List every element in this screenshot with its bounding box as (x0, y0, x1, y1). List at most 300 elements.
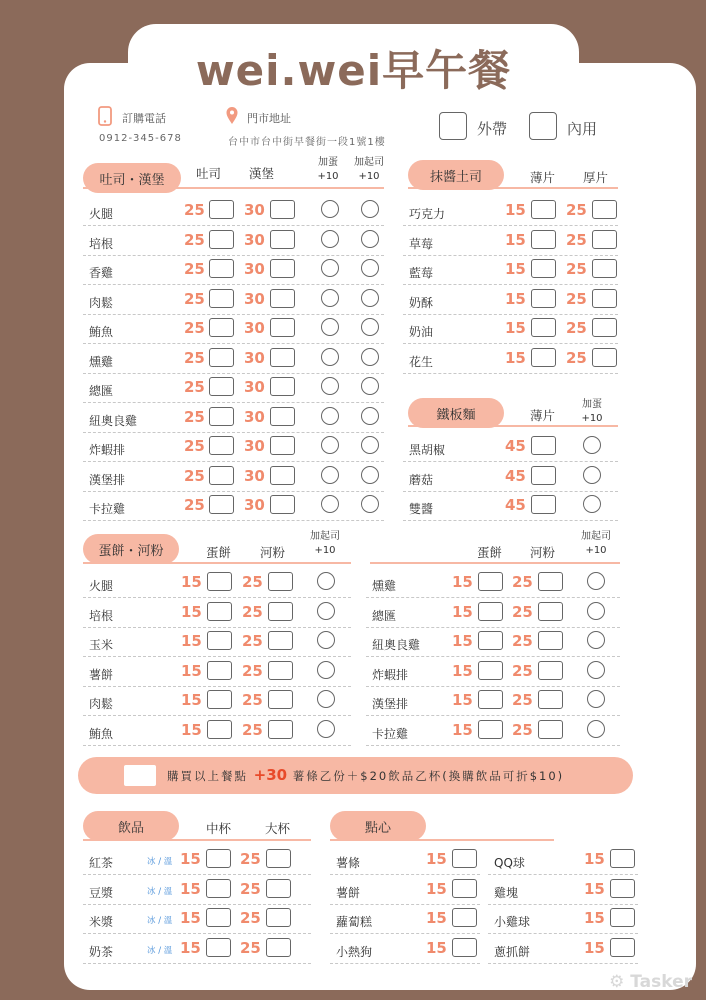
list-item (366, 628, 620, 657)
addon-radio[interactable] (317, 602, 335, 620)
addon-radio[interactable] (361, 318, 379, 336)
order-checkbox[interactable] (610, 879, 635, 898)
promo-checkbox[interactable] (124, 765, 156, 786)
order-checkbox[interactable] (268, 720, 293, 739)
order-checkbox[interactable] (270, 495, 295, 514)
item-name: 燻雞 (89, 354, 114, 369)
order-checkbox[interactable] (268, 631, 293, 650)
order-checkbox[interactable] (209, 407, 234, 426)
addon-radio[interactable] (321, 259, 339, 277)
price: 25 (242, 691, 263, 709)
item-name: QQ球 (494, 856, 525, 870)
addon-radio[interactable] (321, 289, 339, 307)
addon-radio[interactable] (361, 200, 379, 218)
order-checkbox[interactable] (592, 230, 617, 249)
addon-radio[interactable] (317, 572, 335, 590)
order-checkbox[interactable] (266, 849, 291, 868)
price: 45 (505, 496, 526, 514)
col-burger: 漢堡 (249, 166, 275, 181)
price: 25 (566, 319, 587, 337)
price: 30 (244, 466, 265, 485)
addon-radio[interactable] (583, 495, 601, 513)
list-item (403, 286, 618, 315)
addon-radio[interactable] (587, 602, 605, 620)
order-checkbox[interactable] (531, 289, 556, 308)
list-item (83, 227, 384, 256)
col-thick: 厚片 (583, 170, 609, 185)
addon-radio[interactable] (361, 495, 379, 513)
item-name: 奶油 (409, 325, 434, 339)
list-item (83, 658, 351, 687)
order-checkbox[interactable] (452, 879, 477, 898)
order-checkbox[interactable] (610, 938, 635, 957)
price: 45 (505, 437, 526, 455)
price: 25 (566, 348, 587, 367)
phone-number: 0912-345-678 (99, 133, 182, 144)
order-checkbox[interactable] (207, 631, 232, 650)
price: 15 (452, 661, 473, 680)
order-checkbox[interactable] (270, 259, 295, 278)
order-checkbox[interactable] (206, 908, 231, 927)
price: 30 (244, 407, 265, 426)
order-checkbox[interactable] (206, 879, 231, 898)
price: 15 (452, 573, 473, 591)
addon-radio[interactable] (587, 720, 605, 738)
item-name: 花生 (409, 354, 434, 369)
order-checkbox[interactable] (531, 230, 556, 249)
order-checkbox[interactable] (209, 436, 234, 455)
order-checkbox[interactable] (266, 938, 291, 957)
addon-radio[interactable] (587, 631, 605, 649)
price: 15 (584, 850, 605, 868)
item-name: 蘑菇 (409, 472, 434, 487)
item-name: 米漿 (89, 915, 114, 929)
price: 25 (184, 437, 205, 455)
addon-radio[interactable] (361, 348, 379, 366)
price: 15 (505, 260, 526, 278)
price: 25 (184, 348, 205, 367)
price: 15 (181, 602, 202, 621)
price: 30 (244, 437, 265, 455)
order-checkbox[interactable] (610, 908, 635, 927)
price: 25 (512, 720, 533, 739)
col-medium-cup: 中杯 (206, 821, 232, 836)
price: 25 (242, 602, 263, 621)
order-checkbox[interactable] (538, 602, 563, 621)
order-checkbox[interactable] (209, 200, 234, 219)
takeout-checkbox[interactable] (439, 112, 467, 140)
section-rule (370, 562, 620, 564)
order-checkbox[interactable] (478, 661, 503, 680)
item-name: 巧克力 (409, 207, 446, 221)
item-name: 漢堡排 (372, 697, 409, 711)
price: 15 (180, 879, 201, 898)
dinein-label: 內用 (567, 120, 598, 138)
item-name: 雙醬 (409, 502, 434, 516)
section-rule (83, 187, 384, 189)
item-name: 卡拉雞 (89, 502, 126, 516)
item-name: 小熱狗 (336, 944, 373, 959)
order-checkbox[interactable] (268, 602, 293, 621)
order-checkbox[interactable] (209, 318, 234, 337)
price: 30 (244, 230, 265, 249)
list-item (403, 433, 618, 462)
price: 15 (180, 850, 201, 868)
item-name: 培根 (89, 608, 114, 623)
price: 25 (184, 378, 205, 396)
price: 15 (426, 850, 447, 868)
order-checkbox[interactable] (206, 849, 231, 868)
item-name: 藍莓 (409, 266, 434, 280)
price: 15 (426, 909, 447, 927)
address-label: 門市地址 (247, 112, 291, 125)
order-checkbox[interactable] (209, 289, 234, 308)
price: 25 (184, 230, 205, 249)
order-checkbox[interactable] (531, 318, 556, 337)
price: 15 (181, 691, 202, 709)
list-item (403, 197, 618, 226)
list-item (83, 628, 351, 657)
addon-radio[interactable] (317, 690, 335, 708)
list-item (330, 905, 480, 934)
price: 25 (512, 632, 533, 650)
addon-radio[interactable] (321, 200, 339, 218)
price: 25 (240, 850, 261, 868)
item-name: 玉米 (89, 638, 114, 652)
order-checkbox[interactable] (207, 602, 232, 621)
order-checkbox[interactable] (209, 348, 234, 367)
price: 25 (242, 632, 263, 650)
addon-radio[interactable] (587, 690, 605, 708)
addon-radio[interactable] (321, 495, 339, 513)
addon-radio[interactable] (321, 436, 339, 454)
addon-radio[interactable] (321, 318, 339, 336)
list-item (83, 404, 384, 433)
order-checkbox[interactable] (270, 200, 295, 219)
list-item (403, 227, 618, 256)
order-checkbox[interactable] (478, 690, 503, 709)
list-item (83, 569, 351, 598)
temp-note: 冰 / 溫 (147, 945, 173, 956)
addon-radio[interactable] (361, 377, 379, 395)
price: 25 (242, 661, 263, 680)
item-name: 蔥抓餅 (494, 944, 531, 959)
price: 25 (242, 573, 263, 591)
order-checkbox[interactable] (592, 289, 617, 308)
list-item (83, 935, 311, 964)
order-checkbox[interactable] (207, 690, 232, 709)
col-add-egg: 加蛋 +10 (317, 157, 339, 182)
order-checkbox[interactable] (270, 407, 295, 426)
order-checkbox[interactable] (538, 572, 563, 591)
price: 25 (240, 879, 261, 898)
order-checkbox[interactable] (268, 661, 293, 680)
col-add-cheese: 加起司 +10 (354, 157, 384, 182)
temp-note: 冰 / 溫 (147, 857, 173, 867)
store-address: 台中市台中街早餐街一段1號1樓 (228, 137, 386, 148)
order-checkbox[interactable] (270, 377, 295, 396)
order-checkbox[interactable] (592, 348, 617, 367)
order-checkbox[interactable] (270, 230, 295, 249)
price: 15 (452, 632, 473, 650)
order-checkbox[interactable] (478, 720, 503, 739)
item-name: 雞塊 (494, 885, 519, 900)
addon-radio[interactable] (361, 289, 379, 307)
price: 15 (505, 289, 526, 308)
list-item (403, 256, 618, 285)
list-item (403, 463, 618, 492)
item-name: 炸蝦排 (89, 443, 126, 457)
item-name: 卡拉雞 (372, 726, 409, 741)
addon-radio[interactable] (317, 631, 335, 649)
addon-radio[interactable] (361, 466, 379, 484)
price: 45 (505, 466, 526, 485)
order-checkbox[interactable] (209, 377, 234, 396)
order-checkbox[interactable] (592, 259, 617, 278)
category-snacks: 點心 (330, 811, 426, 841)
price: 15 (452, 720, 473, 739)
order-checkbox[interactable] (531, 466, 556, 485)
order-checkbox[interactable] (270, 436, 295, 455)
item-name: 香雞 (89, 266, 114, 280)
order-checkbox[interactable] (452, 849, 477, 868)
price: 15 (505, 201, 526, 219)
list-item (83, 256, 384, 285)
list-item (83, 374, 384, 403)
price: 15 (180, 938, 201, 957)
temp-note: 冰 / 溫 (147, 916, 173, 926)
order-checkbox[interactable] (207, 720, 232, 739)
location-pin-icon (225, 106, 239, 125)
order-checkbox[interactable] (268, 572, 293, 591)
list-item (488, 876, 638, 905)
order-checkbox[interactable] (531, 259, 556, 278)
order-checkbox[interactable] (478, 631, 503, 650)
order-checkbox[interactable] (538, 631, 563, 650)
price: 25 (184, 319, 205, 337)
order-checkbox[interactable] (270, 466, 295, 485)
order-checkbox[interactable] (538, 661, 563, 680)
col-thin: 薄片 (530, 170, 556, 185)
addon-radio[interactable] (321, 348, 339, 366)
price: 15 (181, 720, 202, 739)
order-checkbox[interactable] (538, 720, 563, 739)
item-name: 肉鬆 (89, 697, 114, 711)
item-name: 紐奧良雞 (372, 638, 421, 652)
promo-text: 購買以上餐點 +30 薯條乙份＋$20飲品乙杯(換購飲品可折$10) (167, 766, 565, 784)
category-spread-toast: 抹醬土司 (408, 160, 504, 190)
list-item (83, 846, 311, 875)
price: 30 (244, 260, 265, 278)
addon-radio[interactable] (361, 436, 379, 454)
order-checkbox[interactable] (610, 849, 635, 868)
order-checkbox[interactable] (209, 230, 234, 249)
addon-radio[interactable] (587, 572, 605, 590)
price: 25 (566, 201, 587, 219)
item-name: 豆漿 (89, 885, 114, 900)
addon-radio[interactable] (321, 230, 339, 248)
price: 25 (242, 720, 263, 739)
item-name: 紅茶 (89, 856, 114, 870)
price: 25 (566, 289, 587, 308)
price: 15 (505, 348, 526, 367)
item-name: 鮪魚 (89, 325, 114, 339)
price: 15 (426, 879, 447, 898)
order-checkbox[interactable] (538, 690, 563, 709)
order-checkbox[interactable] (266, 908, 291, 927)
item-name: 草莓 (409, 236, 434, 251)
category-crepe-noodle: 蛋餅・河粉 (83, 534, 179, 564)
list-item (83, 197, 384, 226)
order-checkbox[interactable] (270, 318, 295, 337)
brand-watermark: ⚙ Tasker (609, 972, 692, 992)
addon-radio[interactable] (361, 259, 379, 277)
col-crepe: 蛋餅 (206, 545, 232, 560)
list-item (403, 345, 618, 374)
col-crepe-cheese-right: 加起司 +10 (581, 531, 611, 556)
item-name: 薯餅 (336, 885, 361, 900)
order-checkbox[interactable] (592, 318, 617, 337)
order-checkbox[interactable] (478, 602, 503, 621)
item-name: 總匯 (372, 608, 397, 623)
price: 25 (512, 602, 533, 621)
order-checkbox[interactable] (268, 690, 293, 709)
price: 15 (181, 632, 202, 650)
item-name: 鮪魚 (89, 726, 114, 741)
price: 25 (184, 407, 205, 426)
order-checkbox[interactable] (209, 259, 234, 278)
list-item (366, 687, 620, 716)
item-name: 燻雞 (372, 579, 397, 593)
takeout-label: 外帶 (477, 120, 508, 138)
price: 25 (566, 230, 587, 249)
addon-radio[interactable] (317, 720, 335, 738)
price: 15 (505, 230, 526, 249)
price: 15 (584, 938, 605, 957)
order-checkbox[interactable] (209, 495, 234, 514)
list-item (366, 599, 620, 628)
list-item (366, 717, 620, 746)
price: 30 (244, 348, 265, 367)
order-checkbox[interactable] (270, 348, 295, 367)
section-rule (83, 562, 351, 564)
item-name: 小雞球 (494, 915, 531, 929)
price: 25 (240, 909, 261, 927)
order-checkbox[interactable] (592, 200, 617, 219)
order-checkbox[interactable] (207, 661, 232, 680)
list-item (83, 492, 384, 521)
list-item (488, 846, 638, 875)
section-rule (408, 187, 618, 189)
price: 15 (452, 691, 473, 709)
order-checkbox[interactable] (531, 436, 556, 455)
order-checkbox[interactable] (206, 938, 231, 957)
price: 25 (240, 938, 261, 957)
order-checkbox[interactable] (207, 572, 232, 591)
price: 25 (184, 496, 205, 514)
order-checkbox[interactable] (531, 495, 556, 514)
price: 25 (184, 260, 205, 278)
list-item (403, 492, 618, 521)
price: 15 (180, 909, 201, 927)
addon-radio[interactable] (321, 407, 339, 425)
item-name: 火腿 (89, 579, 114, 593)
price: 25 (512, 691, 533, 709)
item-name: 奶茶 (89, 944, 114, 959)
order-checkbox[interactable] (270, 289, 295, 308)
category-iron-noodle: 鐵板麵 (408, 398, 504, 428)
order-checkbox[interactable] (531, 200, 556, 219)
price: 15 (584, 879, 605, 898)
addon-radio[interactable] (321, 466, 339, 484)
item-name: 薯餅 (89, 667, 114, 682)
list-item (83, 463, 384, 492)
dinein-checkbox[interactable] (529, 112, 557, 140)
col-large-cup: 大杯 (265, 821, 291, 836)
price: 15 (181, 573, 202, 591)
item-name: 總匯 (89, 384, 114, 398)
order-checkbox[interactable] (209, 466, 234, 485)
list-item (83, 717, 351, 746)
order-checkbox[interactable] (531, 348, 556, 367)
col-rice-noodle: 河粉 (260, 545, 286, 560)
list-item (488, 905, 638, 934)
list-item (83, 433, 384, 462)
item-name: 紐奧良雞 (89, 413, 138, 428)
list-item (488, 935, 638, 964)
price: 30 (244, 289, 265, 308)
item-name: 肉鬆 (89, 295, 114, 310)
price: 15 (452, 602, 473, 621)
addon-radio[interactable] (587, 661, 605, 679)
addon-radio[interactable] (583, 466, 601, 484)
price: 15 (505, 319, 526, 337)
order-checkbox[interactable] (266, 879, 291, 898)
order-checkbox[interactable] (452, 908, 477, 927)
col-noodle-egg: 加蛋 +10 (581, 399, 603, 424)
price: 25 (184, 466, 205, 485)
order-checkbox[interactable] (452, 938, 477, 957)
col-noodle-thin: 薄片 (530, 408, 556, 423)
item-name: 薯條 (336, 856, 361, 870)
addon-radio[interactable] (361, 407, 379, 425)
section-rule (83, 839, 311, 841)
addon-radio[interactable] (317, 661, 335, 679)
price: 25 (512, 573, 533, 591)
list-item (83, 315, 384, 344)
list-item (83, 905, 311, 934)
addon-radio[interactable] (583, 436, 601, 454)
price: 25 (566, 260, 587, 278)
order-checkbox[interactable] (478, 572, 503, 591)
category-toast-burger: 吐司・漢堡 (83, 163, 181, 193)
col-crepe-right: 蛋餅 (477, 545, 503, 560)
section-rule (330, 839, 554, 841)
temp-note: 冰 / 溫 (147, 886, 173, 897)
list-item (83, 345, 384, 374)
col-toast: 吐司 (196, 166, 222, 181)
list-item (403, 315, 618, 344)
addon-radio[interactable] (321, 377, 339, 395)
price: 15 (584, 909, 605, 927)
item-name: 奶酥 (409, 295, 434, 310)
price: 30 (244, 319, 265, 337)
addon-radio[interactable] (361, 230, 379, 248)
price: 30 (244, 378, 265, 396)
price: 15 (426, 938, 447, 957)
price: 30 (244, 201, 265, 219)
list-item (330, 876, 480, 905)
